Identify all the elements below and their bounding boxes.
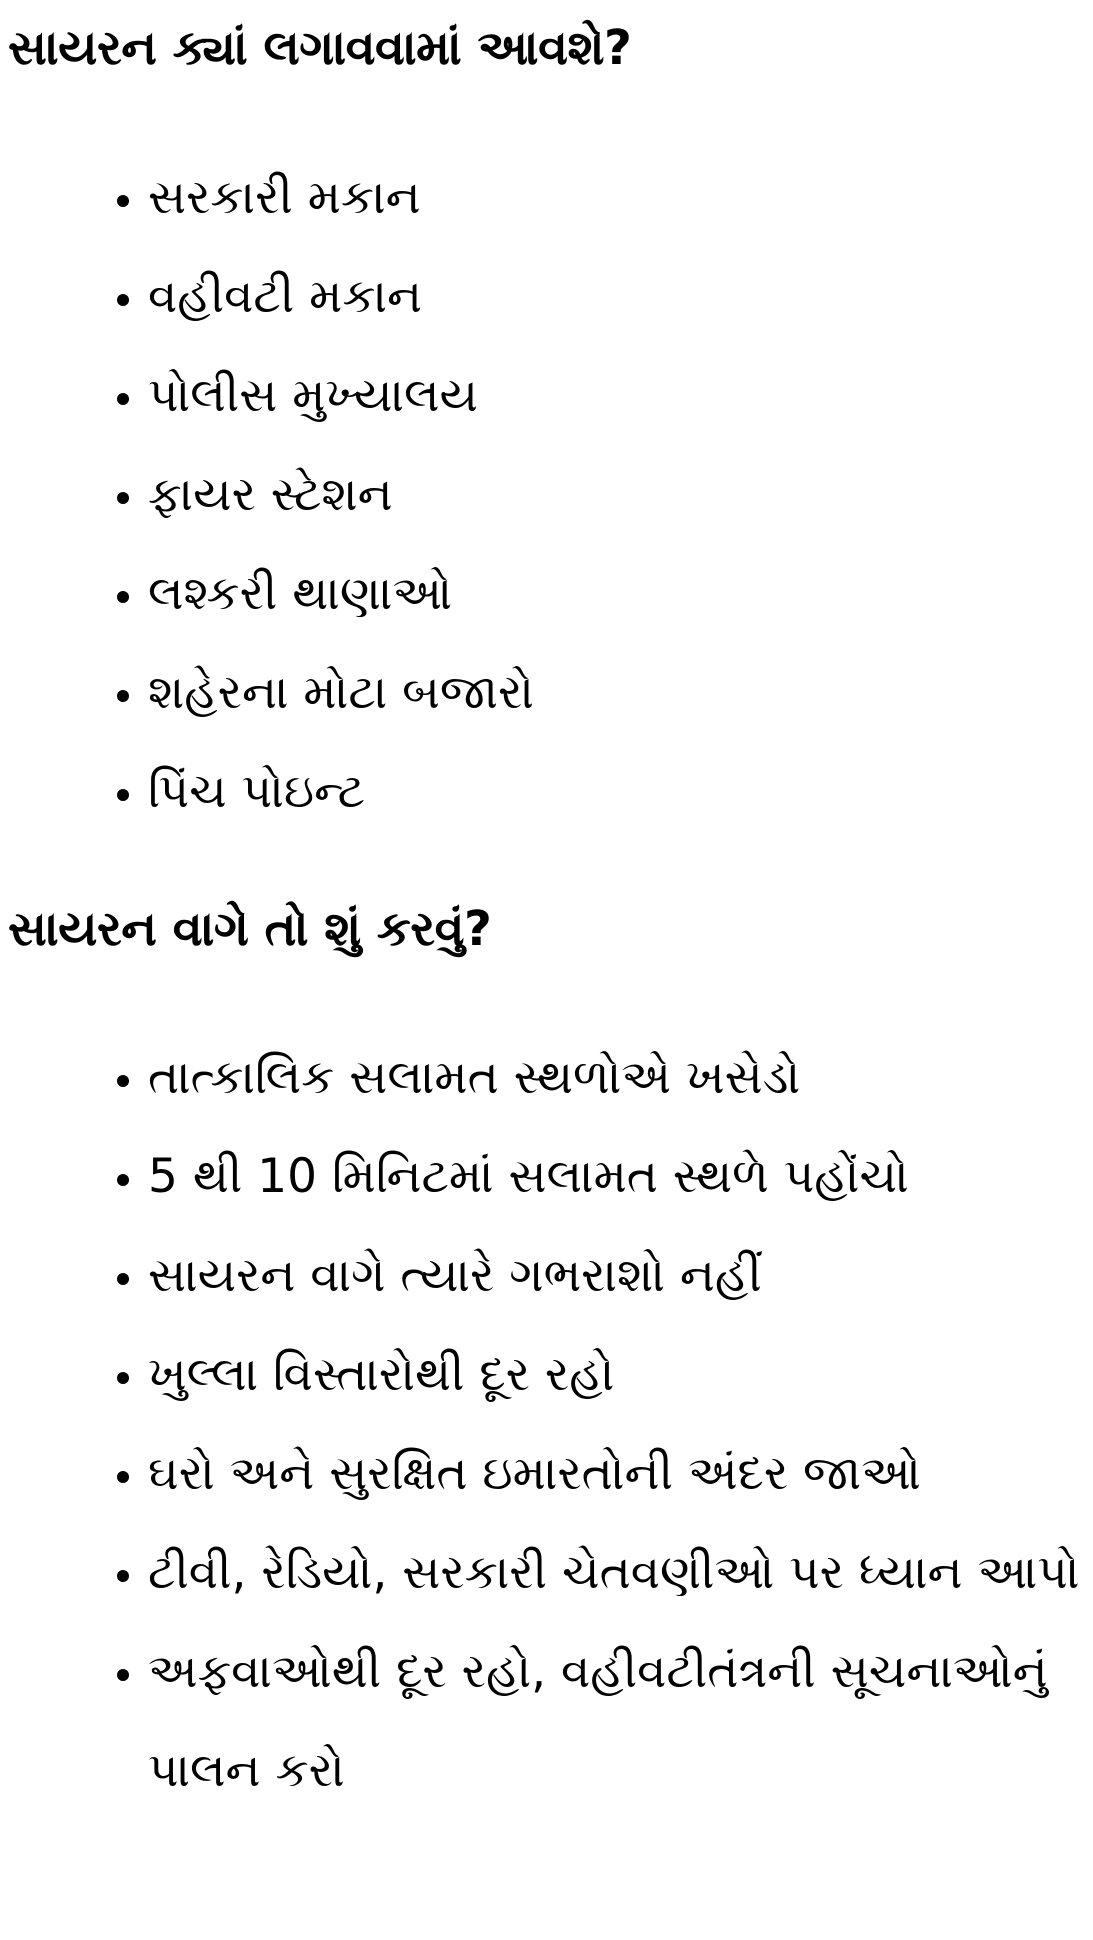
heading-siren-locations: સાયરન ક્યાં લગાવવામાં આવશે? [8,20,632,76]
list-item: • સાયરન વાગે ત્યારે ગભરાશો નહીં [148,1226,1085,1325]
list-item: • 5 થી 10 મિનિટમાં સલામત સ્થળે પહોંચો [148,1127,1085,1226]
list-item: • સરકારી મકાન [148,148,1085,247]
list-item: • શહેરના મોટા બજારો [148,643,1085,742]
list-item: • લશ્કરી થાણાઓ [148,544,1085,643]
list-item: • અફવાઓથી દૂર રહો, વહીવટીતંત્રની સૂચનાઓનું પાલન કરો [148,1622,1085,1820]
list-item: • પિંચ પોઇન્ટ [148,742,1085,841]
list-item: • વહીવટી મકાન [148,247,1085,346]
list-item: • પોલીસ મુખ્યાલય [148,346,1085,445]
what-to-do-list [8,1028,1085,1820]
siren-locations-list [8,148,1085,841]
list-item: • ટીવી, રેડિયો, સરકારી ચેતવણીઓ પર ધ્યાન આપો [148,1523,1085,1622]
list-item: • ઘરો અને સુરક્ષિત ઇમારતોની અંદર જાઓ [148,1424,1085,1523]
list-item: • તાત્કાલિક સલામત સ્થળોએ ખસેડો [148,1028,1085,1127]
list-item: • ખુલ્લા વિસ્તારોથી દૂર રહો [148,1325,1085,1424]
heading-what-to-do: સાયરન વાગે તો શું કરવું? [8,900,492,957]
list-item: • ફાયર સ્ટેશન [148,445,1085,544]
